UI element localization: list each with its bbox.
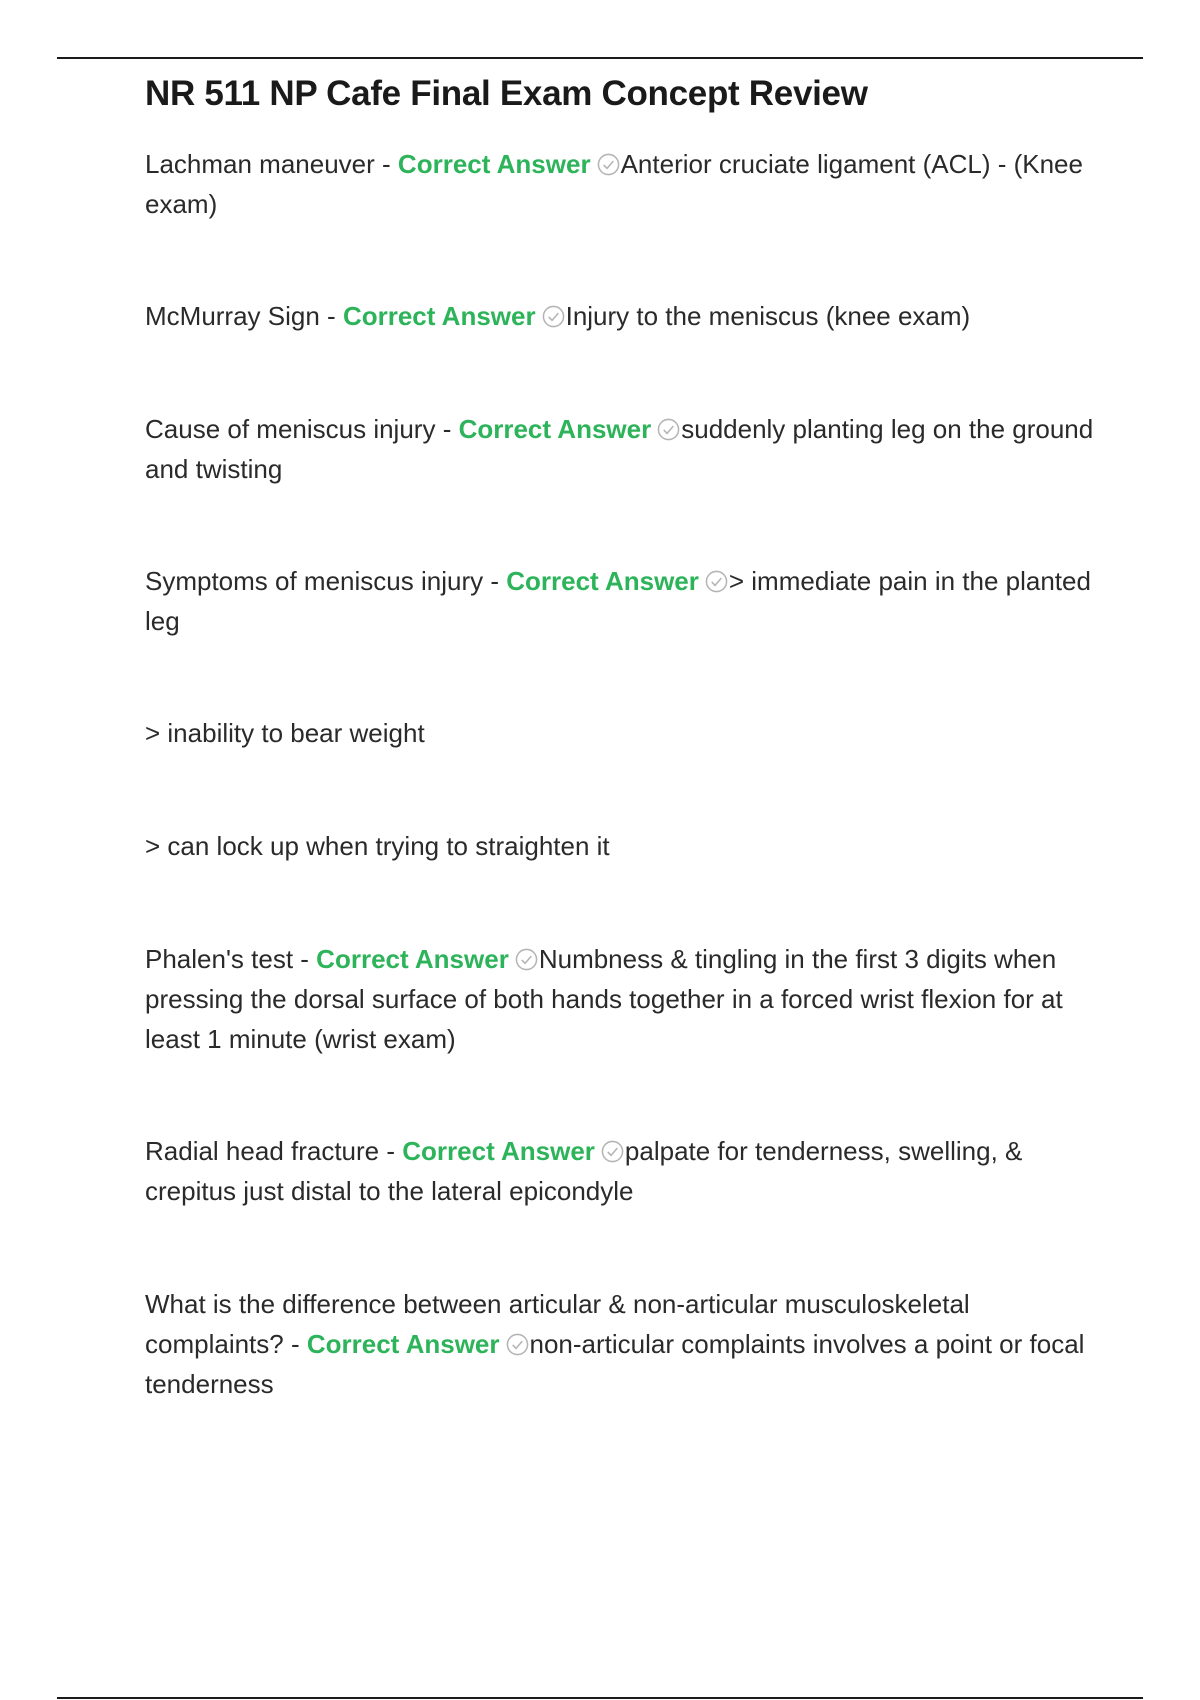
qa-item-meniscus-symptoms: [145, 561, 1095, 641]
question-text: Lachman maneuver: [145, 149, 375, 179]
question-text: Cause of meniscus injury: [145, 414, 436, 444]
qa-item-radial-head: [145, 1131, 1095, 1211]
question-text: McMurray Sign: [145, 301, 320, 331]
correct-answer-label: Correct Answer: [306, 1329, 500, 1359]
check-circle-icon: [542, 305, 565, 328]
continuation-text: > inability to bear weight: [145, 718, 425, 748]
qa-item-phalens-test: [145, 939, 1095, 1059]
bottom-rule: [57, 1697, 1143, 1699]
correct-answer-label: Correct Answer: [316, 944, 509, 974]
check-circle-icon: [506, 1333, 529, 1356]
qa-item-articular-difference: [145, 1284, 1095, 1404]
question-text: Symptoms of meniscus injury: [145, 566, 484, 596]
check-circle-icon: [597, 153, 620, 176]
top-rule: [57, 57, 1143, 59]
qa-item-lachman: [145, 144, 1095, 224]
qa-continuation-lock-up: [145, 826, 1095, 866]
check-circle-icon: [705, 570, 728, 593]
page-title: NR 511 NP Cafe Final Exam Concept Review: [145, 74, 868, 113]
separator: -: [483, 566, 507, 596]
separator: -: [435, 414, 459, 444]
correct-answer-label: Correct Answer: [402, 1136, 595, 1166]
correct-answer-label: Correct Answer: [342, 301, 536, 331]
correct-answer-label: Correct Answer: [458, 414, 652, 444]
correct-answer-label: Correct Answer: [506, 566, 699, 596]
separator: -: [379, 1136, 403, 1166]
question-text: What is the difference between articular & non-articular musculoskeletal complaints?: [145, 1289, 970, 1359]
qa-item-mcmurray: [145, 296, 1095, 336]
check-circle-icon: [657, 418, 680, 441]
answer-text: Anterior cruciate ligament (ACL) - (Knee exam): [145, 149, 1083, 219]
answer-text: Numbness & tingling in the first 3 digits when pressing the dorsal surface of both hands together in a forced wrist flexion for at least 1 minute (wrist exam): [145, 944, 1063, 1054]
question-text: Radial head fracture: [145, 1136, 380, 1166]
separator: -: [283, 1329, 307, 1359]
check-circle-icon: [601, 1140, 624, 1163]
correct-answer-label: Correct Answer: [397, 149, 591, 179]
qa-continuation-bear-weight: [145, 713, 1095, 753]
answer-text: non-articular complaints involves a point or focal tenderness: [145, 1329, 1085, 1399]
answer-text: Injury to the meniscus (knee exam): [565, 301, 971, 331]
check-circle-icon: [515, 948, 538, 971]
answer-text: palpate for tenderness, swelling, & crepitus just distal to the lateral epicondyle: [145, 1136, 1023, 1206]
separator: -: [293, 944, 317, 974]
answer-text: > immediate pain in the planted leg: [145, 566, 1091, 636]
qa-item-meniscus-cause: [145, 409, 1095, 489]
separator: -: [374, 149, 398, 179]
continuation-text: > can lock up when trying to straighten it: [145, 831, 610, 861]
question-text: Phalen's test: [145, 944, 294, 974]
answer-text: suddenly planting leg on the ground and twisting: [145, 414, 1094, 484]
separator: -: [319, 301, 343, 331]
